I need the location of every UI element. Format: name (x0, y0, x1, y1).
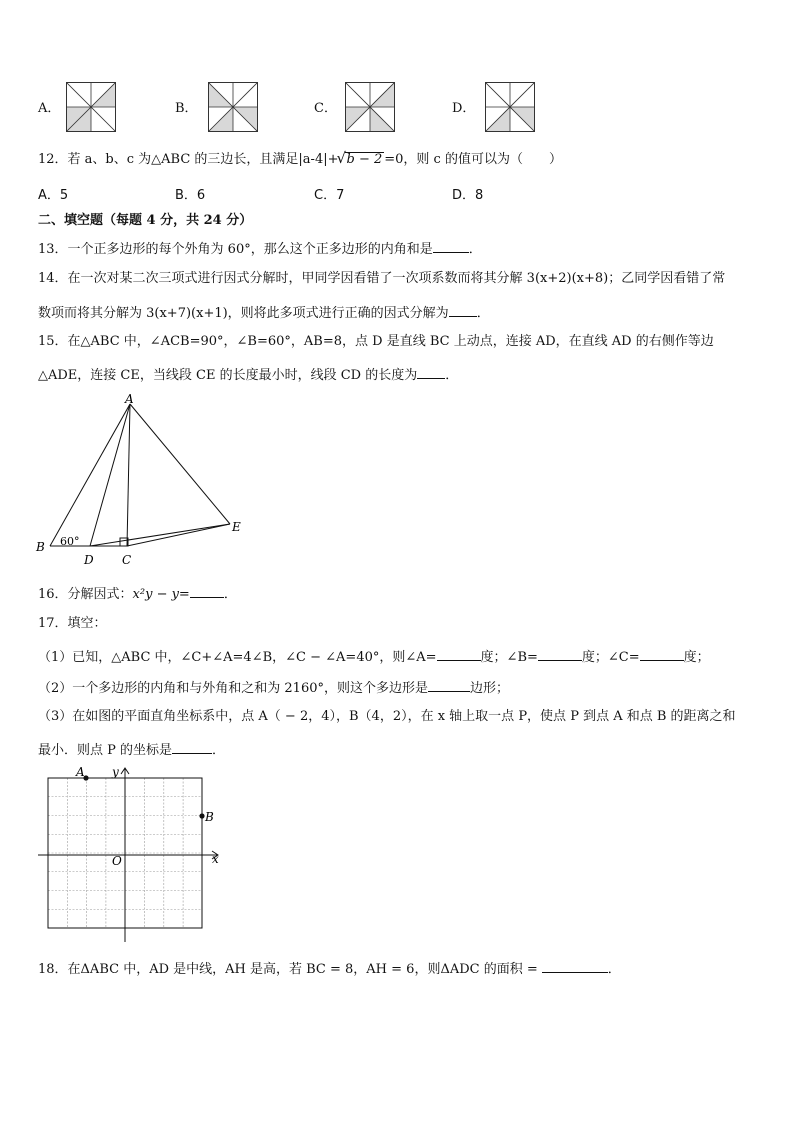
q15-label-c: C (122, 553, 132, 567)
q12-stem-pre: 12．若 a、b、c 为△ABC 的三边长，且满足|a-4|+ (38, 152, 339, 167)
q13-answer-blank[interactable] (433, 240, 469, 253)
q12-sqrt: √ b − 2 (336, 149, 383, 167)
q12-stem (38, 149, 562, 167)
q18-end: ． (607, 962, 621, 977)
q14-answer-blank[interactable] (449, 304, 477, 317)
q11-option-a-figure (66, 82, 116, 132)
q17-p1-blank-b[interactable] (538, 648, 582, 661)
grid-label-a: A (76, 765, 85, 779)
q14-line1: 14．在一次对某二次三项式进行因式分解时，甲同学因看错了一次项系数而将其分解 3(x+2)(x+8)；乙同学因看错了常 (38, 271, 726, 286)
q15-triangle-figure (30, 390, 250, 570)
q14-line2-text: 数项而将其分解为 3(x+7)(x+1)，则将此多项式进行正确的因式分解为 (38, 306, 449, 321)
q15-label-a: A (125, 392, 134, 406)
q12-option-a: A．5 (38, 188, 69, 203)
q11-option-b-figure (208, 82, 258, 132)
q13-text: 13．一个正多边形的每个外角为 60°，那么这个正多边形的内角和是 (38, 242, 433, 257)
q17-coordinate-grid (36, 762, 236, 947)
q18-text: 18．在ΔABC 中，AD 是中线，AH 是高，若 BC = 8，AH = 6，则ΔADC 的面积 = (38, 962, 538, 977)
q13 (38, 240, 482, 256)
q17-part3-line2 (38, 741, 225, 757)
q17-p1-text-c: 度；∠C= (581, 650, 640, 665)
q17-part1 (38, 648, 710, 664)
q11-option-a-label: A． (38, 101, 61, 116)
q17-part3-line1: （3）在如图的平面直角坐标系中，点 A（ − 2，4），B（4，2），在 x 轴上取一点 P，使点 P 到点 A 和点 B 的距离之和 (38, 709, 736, 724)
q15-line2-text: △ADE，连接 CE，当线段 CE 的长度最小时，线段 CD 的长度为 (38, 368, 418, 383)
section-2-title: 二、填空题（每题 4 分，共 24 分） (38, 213, 253, 228)
q15-label-d: D (84, 553, 94, 567)
q18-answer-blank[interactable] (542, 960, 608, 973)
q17-p2-text-b: 边形； (470, 681, 510, 696)
q11-option-b-label: B． (175, 101, 198, 116)
q17-p1-blank-a[interactable] (437, 648, 481, 661)
q17-p3-end: ． (212, 743, 226, 758)
q11-option-d-figure (485, 82, 535, 132)
q15-line1: 15．在△ABC 中，∠ACB=90°，∠B=60°，AB=8，点 D 是直线 BC 上动点，连接 AD，在直线 AD 的右侧作等边 (38, 334, 714, 349)
q11-option-c-figure (345, 82, 395, 132)
grid-label-x: x (212, 852, 219, 866)
q12-option-b: B．6 (175, 188, 206, 203)
q17-p2-blank[interactable] (428, 679, 470, 692)
q15-label-e: E (232, 520, 241, 534)
q16-answer-blank[interactable] (190, 585, 224, 598)
grid-label-y: y (112, 765, 119, 779)
q17-p3-blank[interactable] (172, 741, 212, 754)
q11-option-d-label: D． (452, 101, 476, 116)
q17-p1-text-b: 度；∠B= (480, 650, 538, 665)
q14-end: ． (476, 306, 490, 321)
q17-p1-text-a: （1）已知，△ABC 中，∠C+∠A=4∠B，∠C − ∠A=40°，则∠A= (38, 650, 437, 665)
q17-title: 17．填空： (38, 616, 107, 631)
q11-option-c-label: C． (314, 101, 337, 116)
point-b (199, 813, 204, 818)
q15-label-b: B (36, 540, 45, 554)
q12-stem-post: =0，则 c 的值可以为（ ） (384, 152, 562, 167)
q17-p2-text-a: （2）一个多边形的内角和与外角和之和为 2160°，则这个多边形是 (38, 681, 428, 696)
q14-line2 (38, 304, 490, 320)
q18 (38, 960, 621, 976)
grid-label-b: B (205, 810, 214, 824)
grid-label-origin: O (112, 854, 122, 868)
q17-part2 (38, 679, 509, 695)
q12-option-d: D．8 (452, 188, 484, 203)
q15-end: ． (445, 368, 459, 383)
q17-p1-text-d: 度； (683, 650, 710, 665)
q16-pre: 16．分解因式： (38, 587, 133, 602)
q15-angle-label: 60° (60, 535, 80, 548)
q13-end: ． (468, 242, 482, 257)
q12-sqrt-body: b − 2 (346, 152, 383, 167)
q15-line2 (38, 366, 458, 382)
q12-option-c: C．7 (314, 188, 345, 203)
q17-p3-line2-text: 最小．则点 P 的坐标是 (38, 743, 173, 758)
q15-answer-blank[interactable] (417, 366, 445, 379)
q17-p1-blank-c[interactable] (640, 648, 684, 661)
q16-end: ． (223, 587, 237, 602)
q16-expr: x²y − y= (132, 587, 190, 602)
q16 (38, 585, 237, 601)
